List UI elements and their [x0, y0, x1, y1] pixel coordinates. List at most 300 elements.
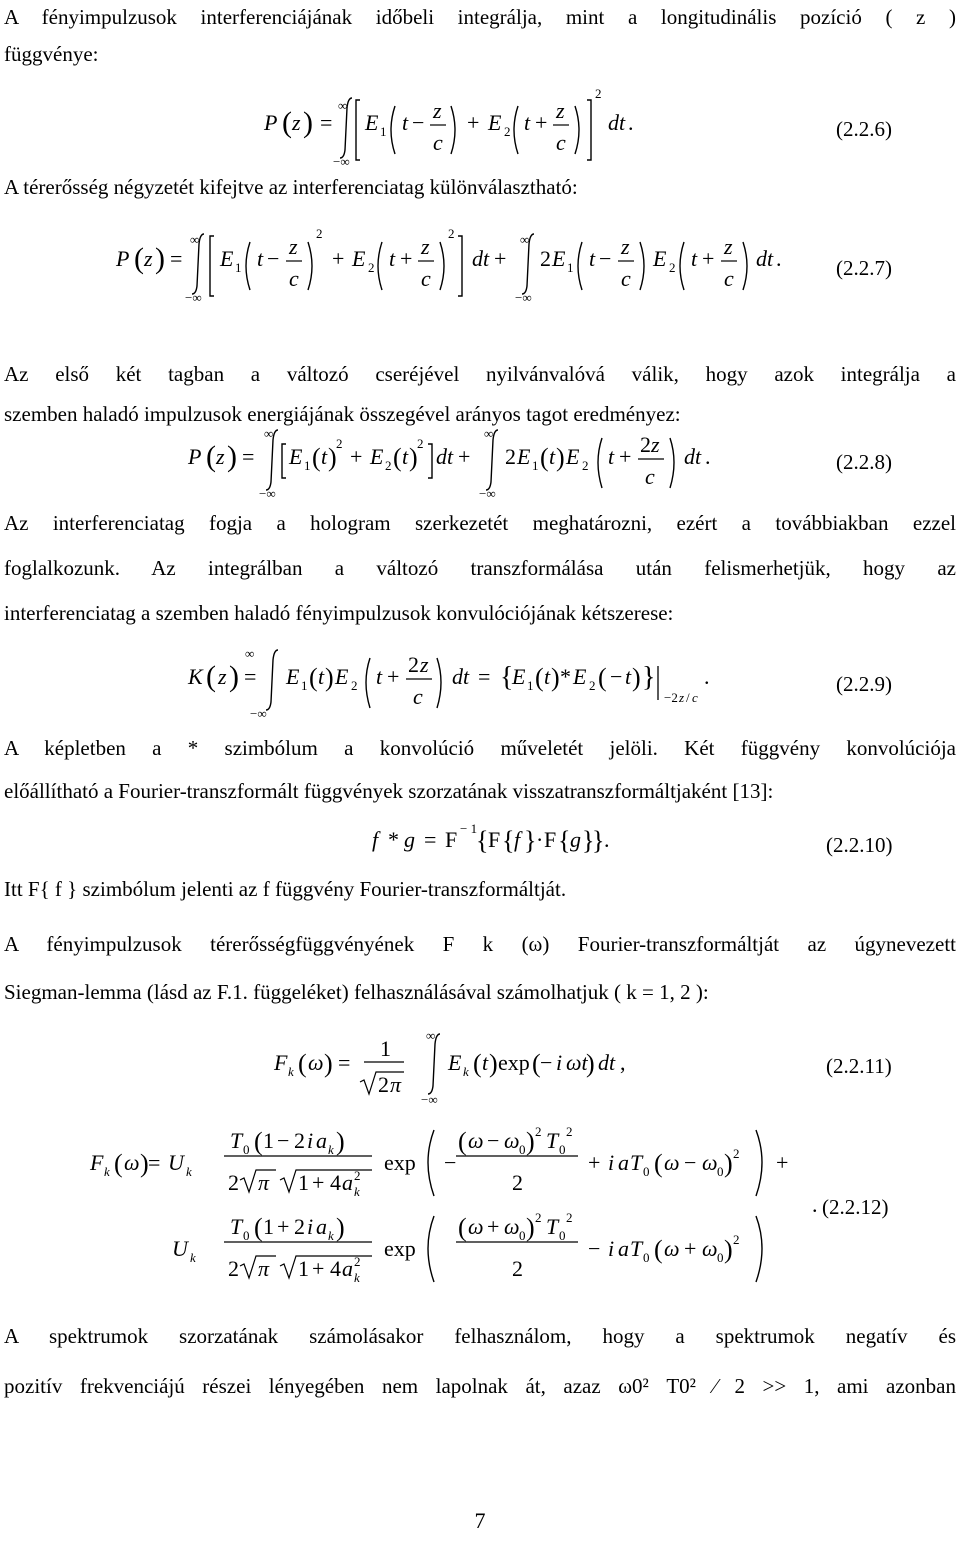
svg-text:−: − — [610, 664, 623, 689]
svg-text:P: P — [116, 246, 130, 271]
svg-text:{: { — [558, 826, 571, 855]
svg-text:k: k — [463, 1064, 469, 1079]
svg-text:k: k — [354, 1184, 360, 1199]
svg-text:z: z — [651, 432, 660, 457]
svg-text:0: 0 — [519, 1228, 526, 1243]
paragraph-line: függvénye: — [4, 42, 99, 66]
svg-text:E: E — [286, 664, 300, 689]
svg-text:(: ( — [535, 663, 544, 692]
svg-text:+: + — [277, 1214, 290, 1239]
svg-text:∞: ∞ — [484, 426, 494, 441]
svg-text:2: 2 — [595, 88, 602, 101]
svg-text:a: a — [618, 1236, 629, 1261]
svg-text:+: + — [332, 246, 345, 271]
paragraph-line: A fényimpulzusok térerősségfüggvényének F k (ω) Fourier-transzformáltját az úgynevezett — [4, 932, 956, 956]
equation-2-2-12 — [0, 1112, 960, 1312]
paragraph-line: pozitív frekvenciájú részei lényegében nem lapolnak át, azaz ω0² T0² ⁄ 2 >> 1, ami azonban — [4, 1374, 956, 1398]
svg-text:−2: −2 — [664, 690, 678, 705]
svg-text:z: z — [433, 98, 442, 123]
svg-text:dt: dt — [452, 664, 470, 689]
paragraph-line: foglalkozunk. Az integrálban a változó transzformálása után felismerhetjük, hogy az — [4, 556, 956, 580]
svg-text:F: F — [90, 1150, 104, 1175]
paragraph-line: A térerősség négyzetét kifejtve az interferenciatag különválasztható: — [4, 175, 578, 199]
svg-text:0: 0 — [559, 1228, 566, 1243]
svg-text:): ) — [724, 1235, 733, 1264]
svg-text:+: + — [350, 444, 363, 469]
svg-text:): ) — [409, 443, 418, 472]
svg-text:+: + — [387, 664, 400, 689]
svg-text:E: E — [573, 664, 587, 689]
svg-text:−∞: −∞ — [515, 290, 532, 305]
svg-text:2: 2 — [540, 246, 551, 271]
paragraph-line: Az első két tagban a változó cseréjével nyilvánvalóvá válik, hogy azok integrálja a — [4, 362, 956, 386]
paragraph-line: A képletben a * szimbólum a konvolúció műveletét jelöli. Két függvény konvolúciója — [4, 736, 956, 760]
svg-text:2: 2 — [566, 1124, 573, 1139]
svg-text:1: 1 — [235, 260, 242, 275]
svg-text:2: 2 — [589, 678, 596, 693]
svg-text:a: a — [618, 1150, 629, 1175]
svg-text:E: E — [220, 246, 234, 271]
svg-text:∞: ∞ — [245, 646, 255, 661]
svg-text:z: z — [218, 664, 227, 689]
svg-text:c: c — [724, 266, 734, 291]
svg-text:*: * — [388, 827, 399, 852]
svg-text:t: t — [625, 664, 632, 689]
svg-text:2: 2 — [378, 1072, 389, 1097]
svg-text:c: c — [413, 684, 423, 709]
svg-text:−: − — [487, 1128, 500, 1153]
svg-text:+: + — [588, 1150, 601, 1175]
svg-text:+: + — [535, 110, 548, 135]
svg-text:): ) — [526, 1213, 535, 1242]
svg-text:): ) — [586, 1049, 595, 1078]
svg-text:+: + — [487, 1214, 500, 1239]
svg-text:2: 2 — [505, 444, 516, 469]
svg-text:π: π — [258, 1256, 270, 1281]
paragraph-line: Itt F{ f } szimbólum jelenti az f függvény Fourier-transzformáltját. — [4, 877, 567, 901]
svg-text:c: c — [692, 690, 698, 705]
svg-text:i: i — [608, 1150, 615, 1175]
svg-text:.: . — [704, 664, 710, 689]
svg-text:c: c — [421, 266, 431, 291]
svg-text:dt: dt — [598, 1050, 616, 1075]
svg-text:dt: dt — [756, 246, 774, 271]
paragraph-line: Siegman-lemma (lásd az F.1. függeléket) felhasználásával számolhatjuk ( k = 1, 2 ): — [4, 980, 709, 1004]
svg-text:1: 1 — [304, 458, 311, 473]
svg-text:0: 0 — [559, 1142, 566, 1157]
svg-text:E: E — [370, 444, 384, 469]
svg-text:a: a — [342, 1170, 353, 1195]
svg-text:2: 2 — [294, 1214, 305, 1239]
svg-text:): ) — [227, 440, 237, 473]
svg-text:2: 2 — [504, 124, 511, 139]
svg-text:z: z — [292, 110, 301, 135]
svg-text:(: ( — [654, 1149, 663, 1178]
svg-text:−: − — [412, 110, 425, 135]
svg-text:ω: ω — [664, 1150, 680, 1175]
svg-text:k: k — [186, 1164, 192, 1179]
svg-text:c: c — [433, 130, 443, 155]
svg-text:+: + — [467, 110, 480, 135]
svg-text:ω: ω — [468, 1214, 484, 1239]
svg-text:t: t — [691, 246, 698, 271]
svg-text:E: E — [488, 110, 502, 135]
svg-text:+: + — [458, 444, 471, 469]
svg-text:1: 1 — [380, 1036, 391, 1061]
svg-text:(: ( — [458, 1213, 467, 1242]
svg-text:E: E — [352, 246, 366, 271]
svg-text:+: + — [776, 1150, 789, 1175]
svg-text:∞: ∞ — [264, 426, 274, 441]
svg-text:z: z — [421, 234, 430, 259]
svg-text:−∞: −∞ — [333, 154, 350, 168]
svg-text:T: T — [230, 1214, 243, 1239]
svg-text:=: = — [170, 246, 183, 271]
svg-text:E: E — [335, 664, 349, 689]
svg-text:E: E — [365, 110, 379, 135]
svg-text:t: t — [321, 444, 328, 469]
svg-text:2: 2 — [408, 652, 419, 677]
svg-text:−: − — [277, 1128, 290, 1153]
svg-text:·: · — [536, 827, 544, 852]
paragraph-line: előállítható a Fourier-transzformált függvények szorzatának visszatranszformáltjaként [13]: — [4, 779, 774, 803]
svg-text:t: t — [608, 444, 615, 469]
svg-text:z: z — [679, 690, 685, 705]
svg-text:∞: ∞ — [190, 232, 200, 247]
svg-text:): ) — [336, 1213, 345, 1242]
svg-text:− 1: − 1 — [460, 821, 478, 836]
svg-text:1: 1 — [263, 1128, 274, 1153]
svg-text:−: − — [444, 1150, 457, 1175]
svg-text:F: F — [274, 1050, 288, 1075]
svg-text:1: 1 — [301, 678, 308, 693]
svg-text:0: 0 — [519, 1142, 526, 1157]
svg-text:1: 1 — [298, 1170, 309, 1195]
svg-text:k: k — [104, 1164, 110, 1179]
svg-text:z: z — [420, 652, 429, 677]
svg-text:T: T — [546, 1128, 559, 1153]
svg-text:F: F — [445, 827, 458, 852]
svg-text:π: π — [390, 1072, 402, 1097]
svg-text:(: ( — [532, 1049, 541, 1078]
svg-text:ω: ω — [664, 1236, 680, 1261]
svg-text:+: + — [494, 246, 507, 271]
svg-text:F: F — [544, 827, 557, 852]
svg-text:): ) — [336, 1127, 345, 1156]
svg-text:(: ( — [598, 663, 607, 692]
svg-text:=: = — [242, 444, 255, 469]
svg-text:i: i — [556, 1050, 563, 1075]
paragraph-line: szemben haladó impulzusok energiájának összegével arányos tagot eredményez: — [4, 402, 681, 426]
svg-text:=: = — [478, 664, 491, 689]
svg-text:(: ( — [458, 1127, 467, 1156]
svg-text:c: c — [645, 464, 655, 489]
equation-number: (2.2.8) — [836, 450, 892, 474]
svg-text:t: t — [589, 246, 596, 271]
svg-text:g: g — [570, 827, 581, 852]
svg-text:): ) — [526, 1127, 535, 1156]
svg-text:exp: exp — [384, 1150, 416, 1175]
svg-text:2: 2 — [640, 432, 651, 457]
svg-text:.: . — [604, 827, 610, 852]
svg-text:(: ( — [134, 242, 144, 275]
svg-text:(: ( — [393, 443, 402, 472]
equation-number: (2.2.9) — [836, 672, 892, 696]
svg-text:): ) — [140, 1149, 149, 1178]
svg-text:1: 1 — [380, 124, 387, 139]
equation-number: (2.2.6) — [836, 117, 892, 141]
svg-text:/: / — [686, 690, 690, 705]
svg-text:f: f — [514, 827, 521, 852]
svg-text:−: − — [588, 1236, 601, 1261]
equation-number: (2.2.10) — [826, 833, 893, 857]
svg-text:E: E — [653, 246, 667, 271]
svg-text:2: 2 — [385, 458, 392, 473]
svg-text:1: 1 — [567, 260, 574, 275]
svg-text:k: k — [328, 1142, 334, 1157]
svg-text:k: k — [328, 1228, 334, 1243]
svg-text:ωt: ωt — [566, 1050, 588, 1075]
equation-2-2-9 — [0, 638, 960, 720]
svg-text:E: E — [289, 444, 303, 469]
svg-text:2: 2 — [294, 1128, 305, 1153]
svg-text:c: c — [289, 266, 299, 291]
equation-2-2-7 — [0, 224, 960, 306]
svg-text:(: ( — [312, 443, 321, 472]
svg-text:−∞: −∞ — [185, 290, 202, 305]
svg-text:ω: ω — [468, 1128, 484, 1153]
svg-text:(: ( — [298, 1049, 307, 1078]
svg-text:(: ( — [654, 1235, 663, 1264]
svg-text:∞: ∞ — [338, 98, 348, 113]
svg-text:E: E — [517, 444, 531, 469]
svg-text:z: z — [724, 234, 733, 259]
equation-2-2-11 — [0, 1020, 960, 1110]
svg-text:2: 2 — [733, 1146, 740, 1161]
svg-text:k: k — [190, 1250, 196, 1265]
svg-text:): ) — [556, 443, 565, 472]
svg-text:1: 1 — [298, 1256, 309, 1281]
svg-text:2: 2 — [228, 1170, 239, 1195]
svg-text:): ) — [489, 1049, 498, 1078]
svg-text:c: c — [621, 266, 631, 291]
svg-text:2: 2 — [354, 1254, 361, 1269]
svg-text:t: t — [376, 664, 383, 689]
svg-text:}: } — [642, 662, 656, 693]
svg-text:2: 2 — [512, 1170, 523, 1195]
svg-text:(: ( — [206, 660, 216, 693]
svg-text:=: = — [148, 1150, 161, 1175]
svg-text:a: a — [316, 1128, 327, 1153]
svg-text:0: 0 — [717, 1164, 724, 1179]
svg-text:{: { — [476, 826, 489, 855]
svg-text:exp: exp — [498, 1050, 530, 1075]
equation-number: (2.2.11) — [826, 1054, 892, 1078]
svg-text:−: − — [599, 246, 612, 271]
svg-text:ω: ω — [702, 1150, 718, 1175]
svg-text:t: t — [402, 444, 409, 469]
svg-text:f: f — [372, 827, 379, 852]
svg-text:K: K — [188, 664, 203, 689]
svg-text:ω: ω — [504, 1214, 520, 1239]
svg-text:∞: ∞ — [520, 232, 530, 247]
svg-text:t: t — [524, 110, 531, 135]
svg-text:2: 2 — [351, 678, 358, 693]
svg-text:): ) — [303, 106, 313, 139]
svg-text:U: U — [172, 1236, 188, 1261]
svg-text:t: t — [402, 110, 409, 135]
svg-text:T: T — [546, 1214, 559, 1239]
svg-text:1: 1 — [263, 1214, 274, 1239]
svg-text:=: = — [338, 1050, 351, 1075]
svg-text:i: i — [307, 1128, 314, 1153]
svg-text:): ) — [551, 663, 560, 692]
svg-text:ω: ω — [308, 1050, 324, 1075]
svg-text:,: , — [620, 1050, 626, 1075]
svg-text:2: 2 — [316, 226, 323, 241]
svg-text:T: T — [630, 1236, 643, 1261]
paragraph-line: A fényimpulzusok interferenciájának időbeli integrálja, mint a longitudinális pozíció ( z ) — [4, 5, 956, 29]
svg-text:T: T — [630, 1150, 643, 1175]
svg-text:+: + — [312, 1256, 325, 1281]
svg-text:dt: dt — [684, 444, 702, 469]
svg-text:}: } — [592, 826, 605, 855]
svg-text:+: + — [400, 246, 413, 271]
svg-text:}: } — [524, 826, 537, 855]
svg-text:*: * — [560, 664, 571, 689]
equation-number: (2.2.12) — [822, 1195, 889, 1219]
svg-text:k: k — [288, 1064, 294, 1079]
svg-text:t: t — [549, 444, 556, 469]
paragraph-line: Az interferenciatag fogja a hologram szerkezetét meghatározni, ezért a továbbiakban ezzel — [4, 511, 956, 535]
svg-text:2: 2 — [448, 226, 455, 241]
svg-text:a: a — [316, 1214, 327, 1239]
svg-text:c: c — [556, 130, 566, 155]
svg-text:t: t — [318, 664, 325, 689]
svg-text:): ) — [724, 1149, 733, 1178]
svg-text:+: + — [312, 1170, 325, 1195]
svg-text:4: 4 — [330, 1170, 341, 1195]
svg-text:∞: ∞ — [426, 1028, 436, 1043]
svg-text:2: 2 — [535, 1210, 542, 1225]
svg-text:): ) — [229, 660, 239, 693]
svg-text:0: 0 — [643, 1250, 650, 1265]
svg-text:0: 0 — [243, 1228, 250, 1243]
svg-text:U: U — [168, 1150, 184, 1175]
svg-text:(: ( — [540, 443, 549, 472]
svg-text:ω: ω — [504, 1128, 520, 1153]
svg-text:4: 4 — [330, 1256, 341, 1281]
svg-text:): ) — [328, 443, 337, 472]
svg-text:T: T — [230, 1128, 243, 1153]
svg-text:=: = — [320, 110, 333, 135]
svg-text:exp: exp — [384, 1236, 416, 1261]
svg-text:(: ( — [114, 1149, 123, 1178]
svg-text:−∞: −∞ — [479, 486, 496, 500]
svg-text:z: z — [289, 234, 298, 259]
equation-2-2-6 — [0, 88, 960, 168]
svg-text:=: = — [244, 664, 257, 689]
svg-text:2: 2 — [354, 1168, 361, 1183]
svg-text:2: 2 — [417, 436, 424, 451]
svg-text:dt: dt — [472, 246, 490, 271]
equation-2-2-10 — [0, 815, 960, 865]
svg-text:(: ( — [254, 1127, 263, 1156]
svg-text:z: z — [144, 246, 153, 271]
svg-text:2: 2 — [535, 1124, 542, 1139]
svg-text:(: ( — [254, 1213, 263, 1242]
svg-text:dt: dt — [436, 444, 454, 469]
svg-text:z: z — [216, 444, 225, 469]
svg-text:.: . — [705, 444, 711, 469]
svg-text:2: 2 — [669, 260, 676, 275]
svg-text:g: g — [404, 827, 415, 852]
svg-text:{: { — [502, 826, 515, 855]
svg-text:−: − — [684, 1150, 697, 1175]
svg-text:t: t — [544, 664, 551, 689]
svg-text:t: t — [389, 246, 396, 271]
equation-2-2-8 — [0, 418, 960, 500]
svg-text:−: − — [267, 246, 280, 271]
svg-text:.: . — [628, 110, 634, 135]
svg-text:E: E — [552, 246, 566, 271]
svg-text:2: 2 — [733, 1232, 740, 1247]
svg-text:): ) — [325, 663, 334, 692]
svg-text:0: 0 — [717, 1250, 724, 1265]
svg-text:2: 2 — [336, 436, 343, 451]
svg-text:P: P — [188, 444, 202, 469]
svg-text:i: i — [307, 1214, 314, 1239]
svg-text:ω: ω — [702, 1236, 718, 1261]
svg-text:−∞: −∞ — [259, 486, 276, 500]
svg-text:E: E — [566, 444, 580, 469]
svg-text:.: . — [812, 1192, 818, 1217]
svg-text:0: 0 — [643, 1164, 650, 1179]
svg-text:−∞: −∞ — [250, 706, 267, 720]
svg-text:2: 2 — [368, 260, 375, 275]
svg-text:(: ( — [282, 106, 292, 139]
page-number: 7 — [474, 1508, 486, 1533]
svg-text:(: ( — [309, 663, 318, 692]
svg-text:1: 1 — [532, 458, 539, 473]
svg-text:+: + — [702, 246, 715, 271]
svg-text:dt: dt — [608, 110, 626, 135]
svg-text:): ) — [155, 242, 165, 275]
svg-text:z: z — [621, 234, 630, 259]
paragraph-line: A spektrumok szorzatának számolásakor felhasználom, hogy a spektrumok negatív és — [4, 1324, 956, 1348]
svg-text:E: E — [512, 664, 526, 689]
svg-text:t: t — [482, 1050, 489, 1075]
svg-text:.: . — [776, 246, 782, 271]
svg-text:i: i — [608, 1236, 615, 1261]
svg-text:1: 1 — [527, 678, 534, 693]
svg-text:2: 2 — [566, 1210, 573, 1225]
svg-text:2: 2 — [228, 1256, 239, 1281]
svg-text:2: 2 — [582, 458, 589, 473]
svg-text:−∞: −∞ — [421, 1092, 438, 1107]
svg-text:z: z — [556, 98, 565, 123]
svg-text:F: F — [488, 827, 501, 852]
svg-text:a: a — [342, 1256, 353, 1281]
svg-text:0: 0 — [243, 1142, 250, 1157]
paragraph-line: interferenciatag a szemben haladó fényimpulzusok konvulóciójának kétszerese: — [4, 601, 674, 625]
svg-text:ω: ω — [124, 1150, 140, 1175]
svg-text:{: { — [500, 662, 514, 693]
svg-text:P: P — [264, 110, 278, 135]
svg-text:k: k — [354, 1270, 360, 1285]
svg-text:2: 2 — [512, 1256, 523, 1281]
svg-text:(: ( — [206, 440, 216, 473]
